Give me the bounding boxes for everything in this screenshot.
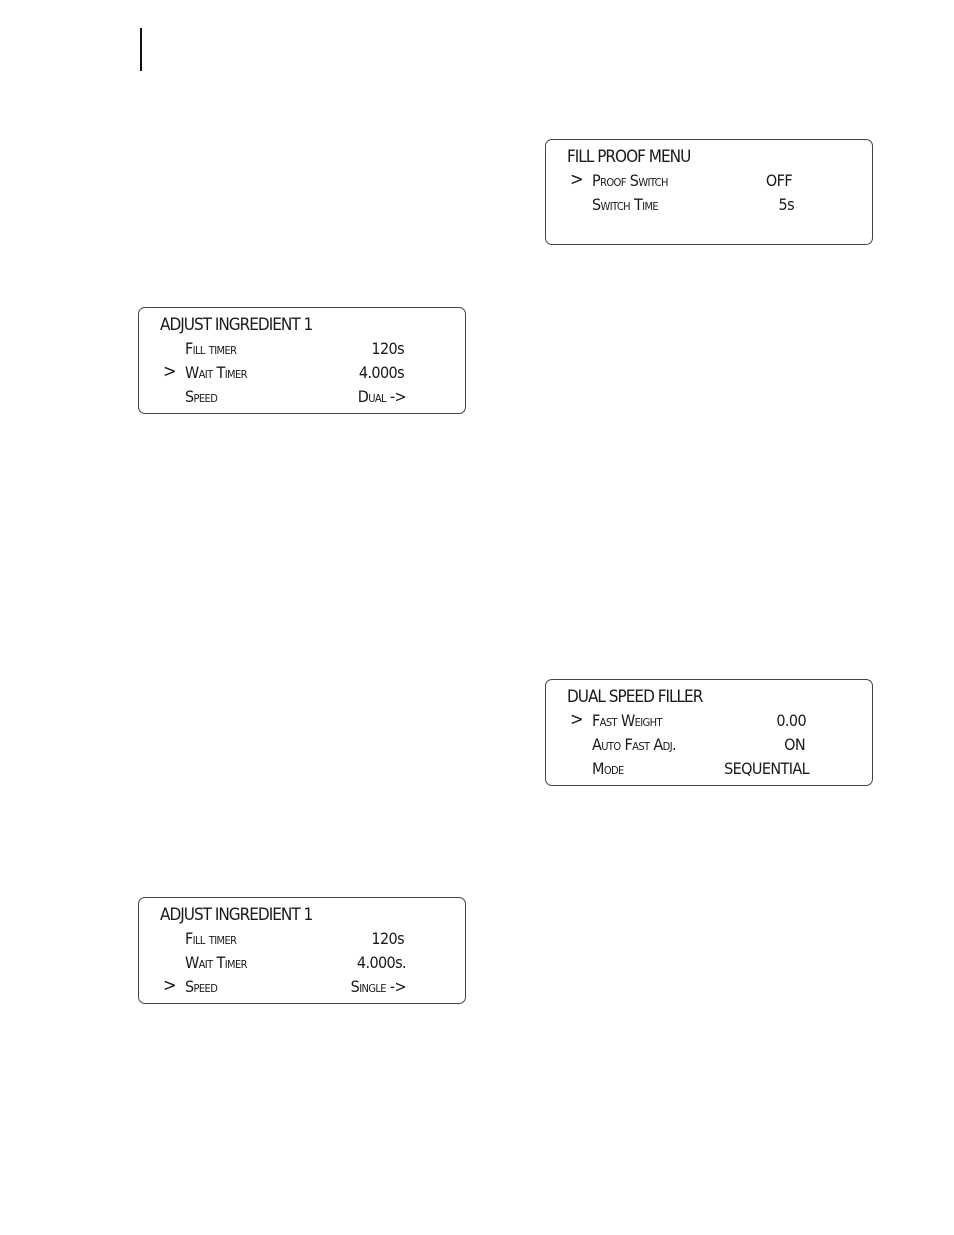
menu-row-wait-timer: [139, 951, 465, 975]
menu-row-mode: [546, 757, 872, 781]
cursor-arrow-icon: >: [570, 709, 584, 730]
menu-row-label: Fill timer: [185, 339, 237, 358]
menu-row-value: ON: [784, 735, 805, 754]
menu-row-label: Fill timer: [185, 929, 237, 948]
menu-row-value: Single ->: [350, 977, 406, 996]
cursor-arrow-icon: >: [163, 975, 177, 996]
menu-row-value: Dual ->: [357, 387, 406, 406]
menu-row-value: 5s: [778, 195, 794, 214]
display-title: ADJUST INGREDIENT 1: [160, 905, 313, 925]
display-title-row: [546, 145, 872, 169]
menu-row-value: 0.00: [776, 711, 806, 730]
menu-row-value: 4.000s: [358, 363, 404, 382]
menu-row-wait-timer: [139, 361, 465, 385]
menu-row-speed: [139, 975, 465, 999]
display-title-row: [139, 313, 465, 337]
menu-row-value: 4.000s.: [356, 953, 406, 972]
adjust-ingredient-dual-display: [138, 307, 466, 414]
display-title: ADJUST INGREDIENT 1: [160, 315, 313, 335]
adjust-ingredient-single-display: [138, 897, 466, 1004]
display-title: FILL PROOF MENU: [567, 147, 691, 167]
page-margin-rule: [140, 28, 142, 71]
menu-row-speed: [139, 385, 465, 409]
menu-row-value: 120s: [371, 929, 404, 948]
display-title-row: [546, 685, 872, 709]
menu-row-fill-timer: [139, 337, 465, 361]
menu-row-label: Speed: [185, 387, 218, 406]
menu-row-value: OFF: [765, 171, 792, 190]
menu-row-label: Fast Weight: [592, 711, 662, 730]
cursor-arrow-icon: >: [163, 361, 177, 382]
menu-row-label: Proof Switch: [592, 171, 668, 190]
menu-row-label: Speed: [185, 977, 218, 996]
cursor-arrow-icon: >: [570, 169, 584, 190]
menu-row-proof-switch: [546, 169, 872, 193]
display-title: DUAL SPEED FILLER: [567, 687, 703, 707]
display-title-row: [139, 903, 465, 927]
dual-speed-filler-display: [545, 679, 873, 786]
menu-row-switch-time: [546, 193, 872, 217]
menu-row-label: Wait Timer: [185, 363, 247, 382]
menu-row-fill-timer: [139, 927, 465, 951]
menu-row-fast-weight: [546, 709, 872, 733]
menu-row-label: Wait Timer: [185, 953, 247, 972]
menu-row-value: 120s: [371, 339, 404, 358]
menu-row-value: SEQUENTIAL: [724, 759, 809, 778]
menu-row-label: Switch Time: [592, 195, 659, 214]
menu-row-label: Mode: [592, 759, 624, 778]
menu-row-label: Auto Fast Adj.: [592, 735, 676, 754]
menu-row-auto-fast-adj: [546, 733, 872, 757]
fill-proof-menu-display: [545, 139, 873, 245]
